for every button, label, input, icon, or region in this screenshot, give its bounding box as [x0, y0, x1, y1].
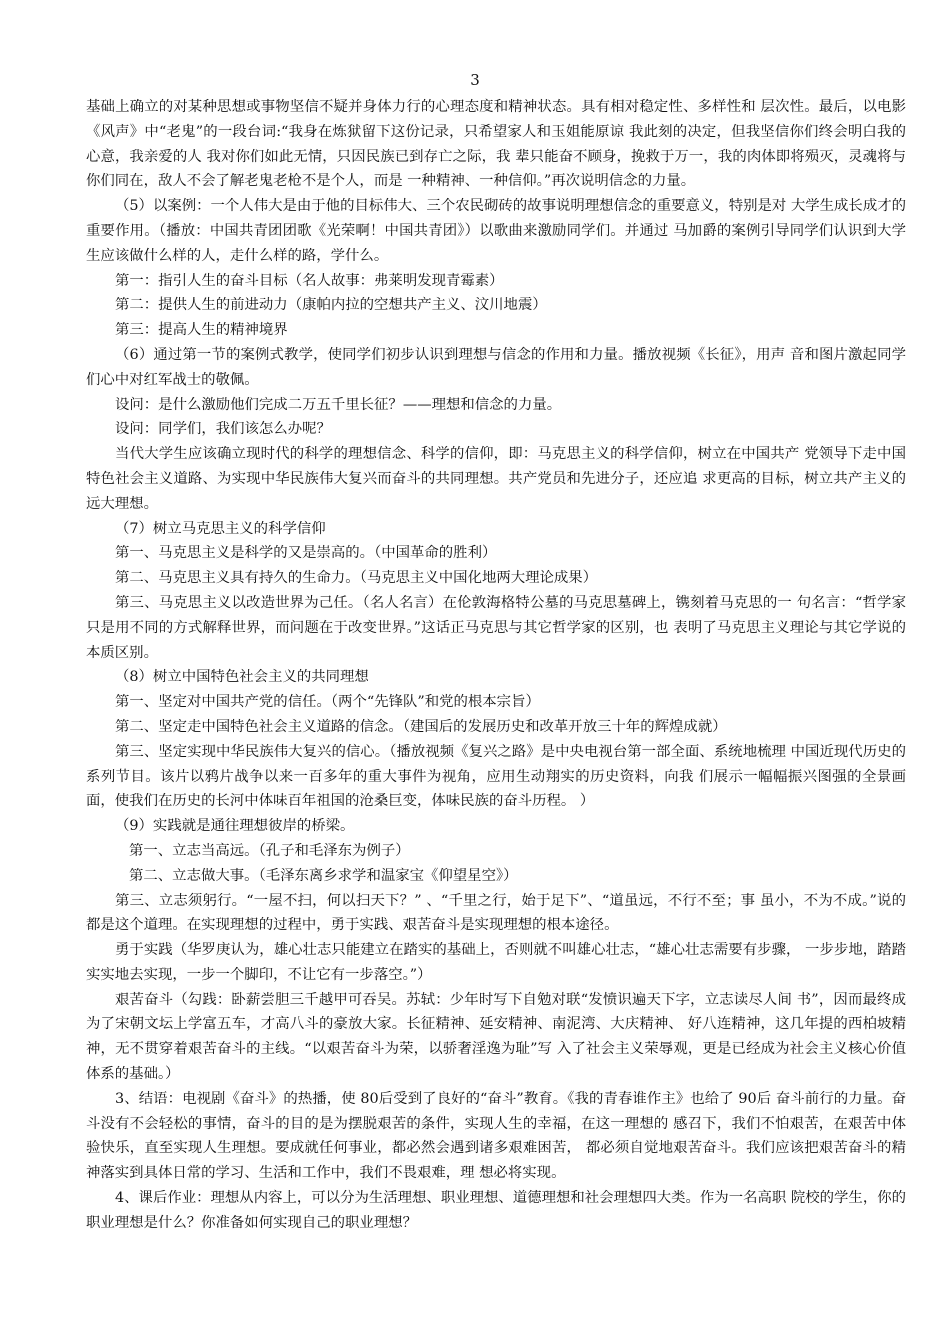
paragraph-case-5: （5）以案例：一个人伟大是由于他的目标伟大、三个农民砌砖的故事说明理想信念的重要意义，特别是对 大学生成长成才的重要作用。（播放：中国共青团团歌《光荣啊！中国共青团》）以歌曲来激励同学们。并通过 马加爵的案例引导同学们认识到大学生应该做什么样的人，走什么样的路，学什么。 [86, 198, 906, 264]
paragraph-question-1: 设问：是什么激励他们完成二万五千里长征？——理想和信念的力量。 [115, 396, 562, 413]
paragraph-heading-8: （8）树立中国特色社会主义的共同理想 [115, 669, 369, 686]
paragraph-first-goal: 第一：指引人生的奋斗目标（名人故事：弗莱明发现青霉素） [115, 272, 504, 289]
paragraph-belief-definition: 基础上确立的对某种思想或事物坚信不疑并身体力行的心理态度和精神状态。具有相对稳定性、多样性和 层次性。最后，以电影《风声》中“老鬼”的一段台词:“我身在炼狱留下这份记录，只希望家人和玉姐能原谅 我此刻的决定，但我坚信你们终会明白我的心意，我亲爱的人 我对你们如此无情，只因民族已到存亡之际，我 辈只能奋不顾身，挽救于万一，我的肉体即将殒灭，灵魂将与你们同在，敌人不会了解老鬼老枪不是个人，而是 一种精神、一种信仰。”再次说明信念的力量。 [86, 99, 906, 190]
document-body [86, 95, 906, 1236]
paragraph-question-2: 设问：同学们，我们该怎么办呢？ [115, 421, 331, 438]
paragraph-heading-7: （7）树立马克思主义的科学信仰 [115, 520, 326, 537]
paragraph-students-belief: 当代大学生应该确立现时代的科学的理想信念、科学的信仰，即：马克思主义的科学信仰，树立在中国共产 党领导下走中国特色社会主义道路、为实现中华民族伟大复兴而奋斗的共同理想。共产党员和先进分子，还应追 求更高的目标，树立共产主义的远大理想。 [86, 446, 906, 512]
paragraph-ideal-1: 第一、坚定对中国共产党的信任。（两个“先锋队”和党的根本宗旨） [115, 694, 540, 711]
paragraph-marxism-1: 第一、马克思主义是科学的又是崇高的。（中国革命的胜利） [115, 545, 497, 562]
paragraph-ideal-3: 第三、坚定实现中华民族伟大复兴的信心。（播放视频《复兴之路》是中央电视台第一部全面、系统地梳理 中国近现代历史的系列节目。该片以鸦片战争以来一百多年的重大事件为视角，应用生动翔实的历史资料，向我 们展示一幅幅振兴图强的全景画面，使我们在历史的长河中体味百年祖国的沧桑巨变，体味民族的奋斗历程。 ） [86, 743, 906, 810]
page-number: 3 [470, 71, 480, 89]
paragraph-practice: 勇于实践（华罗庚认为，雄心壮志只能建立在踏实的基础上，否则就不叫雄心壮志，“雄心壮志需要有步骤， 一步步地，踏踏实实地去实现，一步一个脚印，不让它有一步落空。”） [86, 942, 906, 983]
paragraph-heading-9: （9）实践就是通往理想彼岸的桥梁。 [115, 818, 355, 835]
paragraph-homework: 4、课后作业：理想从内容上，可以分为生活理想、职业理想、道德理想和社会理想四大类。作为一名高职 院校的学生，你的职业理想是什么？你准备如何实现自己的职业理想？ [86, 1190, 906, 1231]
paragraph-third-spirit: 第三：提高人生的精神境界 [115, 322, 288, 339]
paragraph-aspire-2: 第二、立志做大事。（毛泽东离乡求学和温家宝《仰望星空》） [129, 867, 518, 884]
paragraph-marxism-3: 第三、马克思主义以改造世界为己任。（名人名言）在伦敦海格特公墓的马克思墓碑上，镌刻着马克思的一 句名言：“哲学家只是用不同的方式解释世界，而问题在于改变世界。”这话正马克思与其它哲学家的区别，也 表明了马克思主义理论与其它学说的本质区别。 [86, 594, 906, 661]
paragraph-second-motivation: 第二：提供人生的前进动力（康帕内拉的空想共产主义、汶川地震） [115, 297, 547, 314]
paragraph-conclusion: 3、结语：电视剧《奋斗》的热播，使 80后受到了良好的“奋斗”教育。《我的青春谁作主》也给了 90后 奋斗前行的力量。奋斗没有不会轻松的事情，奋斗的目的是为摆脱艰苦的条件，实现人生的幸福，在这一理想的 感召下，我们不怕艰苦，在艰苦中体验快乐，直至实现人生理想。要成就任何事业，都必然会遇到诸多艰难困苦， 都必须自觉地艰苦奋斗。我们应该把艰苦奋斗的精神落实到具体日常的学习、生活和工作中，我们不畏艰难，理 想必将实现。 [86, 1090, 906, 1182]
paragraph-aspire-3: 第三、立志须躬行。“一屋不扫，何以扫天下？” 、“千里之行，始于足下”、“道虽远，不行不至；事 虽小，不为不成。”说的都是这个道理。在实现理想的过程中，勇于实践、艰苦奋斗是实现理想的根本途径。 [86, 892, 906, 934]
paragraph-case-6: （6）通过第一节的案例式教学，使同学们初步认识到理想与信念的作用和力量。播放视频《长征》，用声 音和图片激起同学们心中对红军战士的敬佩。 [86, 346, 906, 388]
paragraph-aspire-1: 第一、立志当高远。（孔子和毛泽东为例子） [129, 842, 410, 859]
paragraph-ideal-2: 第二、坚定走中国特色社会主义道路的信念。（建国后的发展历史和改革开放三十年的辉煌成就） [115, 718, 727, 735]
paragraph-marxism-2: 第二、马克思主义具有持久的生命力。（马克思主义中国化地两大理论成果） [115, 570, 598, 587]
paragraph-hard-work: 艰苦奋斗（勾践：卧薪尝胆三千越甲可吞吴。苏轼：少年时写下自勉对联“发愤识遍天下字，立志读尽人间 书”，因而最终成为了宋朝文坛上学富五车，才高八斗的豪放大家。长征精神、延安精神、南泥湾、大庆精神、 好八连精神，这几年提的西柏坡精神，无不贯穿着艰苦奋斗的主线。“以艰苦奋斗为荣，以骄奢淫逸为耻”写 入了社会主义荣辱观，更是已经成为社会主义核心价值体系的基础。） [86, 991, 906, 1083]
